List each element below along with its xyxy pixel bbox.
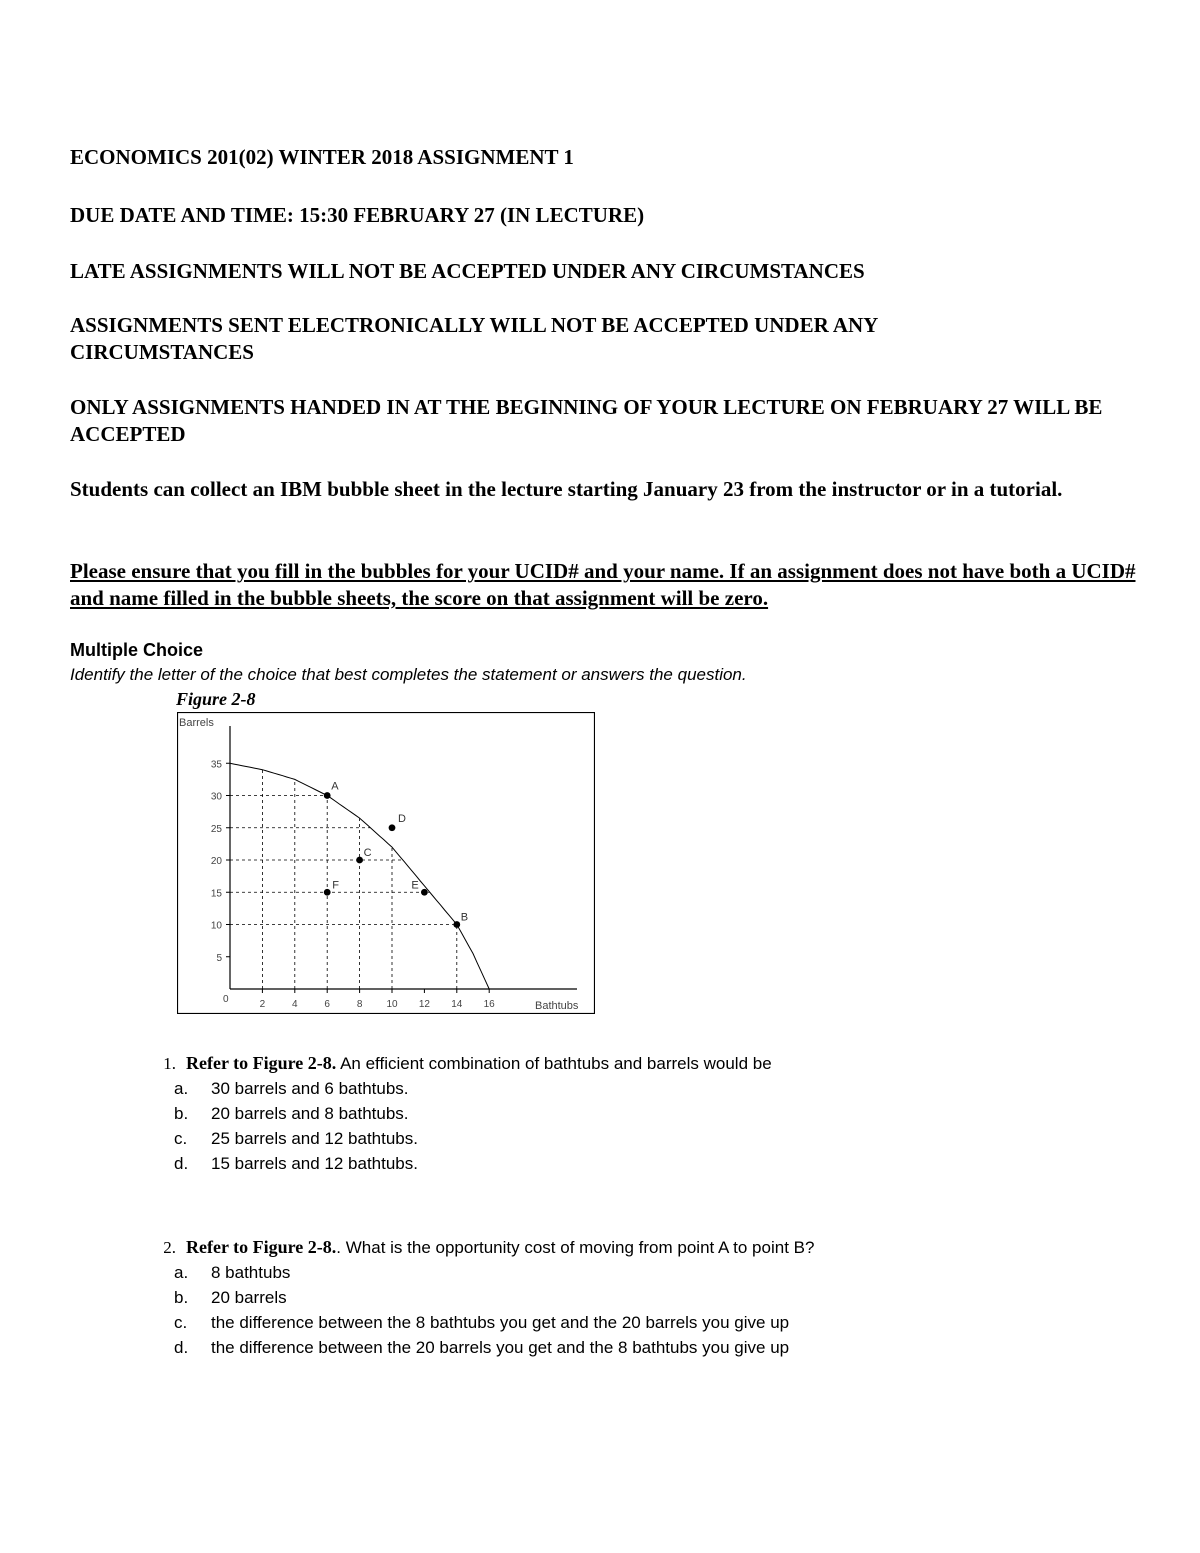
y-tick-label: 5	[216, 952, 222, 964]
option-b: b. 20 barrels and 8 bathtubs.	[174, 1104, 409, 1123]
point-c	[356, 857, 363, 864]
option-a: a. 8 bathtubs	[174, 1263, 291, 1282]
late-policy-line: LATE ASSIGNMENTS WILL NOT BE ACCEPTED UNDER ANY CIRCUMSTANCES	[70, 259, 865, 283]
due-date-line: DUE DATE AND TIME: 15:30 FEBRUARY 27 (IN LECTURE)	[70, 203, 645, 227]
x-tick-label: 8	[356, 999, 363, 1010]
x-tick-label: 12	[418, 999, 430, 1010]
option-a: a. 30 barrels and 6 bathtubs.	[174, 1079, 409, 1098]
y-tick-label: 35	[210, 759, 222, 771]
y-tick-label: 15	[210, 888, 222, 900]
question-text: An efficient combination of bathtubs and barrels would be	[336, 1054, 772, 1073]
y-tick-label: 25	[210, 823, 222, 835]
y-tick-label: 30	[210, 791, 222, 803]
x-tick-label: 4	[292, 999, 298, 1010]
question-number: 1.	[163, 1054, 176, 1073]
figure-title: Figure 2-8	[176, 689, 256, 709]
point-d	[389, 824, 396, 831]
lecture-policy-line: ONLY ASSIGNMENTS HANDED IN AT THE BEGINNING OF YOUR LECTURE ON FEBRUARY 27 WILL BE ACCEPTED	[70, 395, 1103, 446]
section-heading: Multiple Choice	[70, 640, 204, 660]
point-label: A	[331, 780, 339, 793]
x-tick-label: 16	[483, 999, 495, 1010]
question-2	[130, 1235, 1030, 1360]
option-d: d. the difference between the 20 barrels you get and the 8 bathtubs you give up	[174, 1338, 790, 1357]
figure-reference: Refer to Figure 2-8.	[186, 1053, 337, 1073]
option-b: b. 20 barrels	[174, 1288, 287, 1307]
option-c: c. 25 barrels and 12 bathtubs.	[174, 1129, 418, 1148]
figure-reference: Refer to Figure 2-8.	[186, 1237, 337, 1257]
option-d: d. 15 barrels and 12 bathtubs.	[174, 1154, 418, 1173]
origin-label: 0	[223, 994, 229, 1005]
point-b	[453, 921, 460, 928]
assignment-title: ECONOMICS 201(02) WINTER 2018 ASSIGNMENT 1	[70, 145, 574, 169]
option-c: c. the difference between the 8 bathtubs you get and the 20 barrels you give up	[174, 1313, 790, 1332]
bubble-sheet-note: Students can collect an IBM bubble sheet in the lecture starting January 23 from the instructor or in a tutorial.	[70, 477, 1063, 501]
point-label: D	[398, 812, 406, 825]
y-tick-label: 10	[210, 920, 222, 932]
y-axis-label: Barrels	[179, 717, 214, 729]
point-label: F	[332, 879, 339, 892]
question-text: . What is the opportunity cost of moving from point A to point B?	[336, 1238, 815, 1257]
x-tick-label: 10	[386, 999, 398, 1010]
point-e	[421, 889, 428, 896]
ucid-warning: Please ensure that you fill in the bubbles for your UCID# and your name. If an assignment does not have both a UCID# and name filled in the bubble sheets, the score on that assignment will be zero.	[70, 559, 1136, 610]
y-tick-label: 20	[210, 856, 222, 867]
question-1	[130, 1051, 1030, 1176]
point-f	[324, 889, 331, 896]
x-axis-label: Bathtubs	[535, 1000, 579, 1012]
figure-border	[178, 713, 595, 1014]
point-label: B	[460, 911, 469, 924]
ppf-chart	[177, 712, 595, 1014]
question-number: 2.	[163, 1238, 176, 1257]
x-tick-label: 6	[324, 999, 330, 1010]
point-a	[324, 792, 331, 799]
section-instructions: Identify the letter of the choice that best completes the statement or answers the question.	[70, 665, 747, 684]
point-label: E	[411, 879, 419, 892]
x-tick-label: 2	[259, 999, 266, 1010]
x-tick-label: 14	[451, 999, 463, 1010]
point-label: C	[363, 847, 372, 859]
electronic-policy-line: ASSIGNMENTS SENT ELECTRONICALLY WILL NOT BE ACCEPTED UNDER ANY CIRCUMSTANCES	[70, 313, 878, 364]
